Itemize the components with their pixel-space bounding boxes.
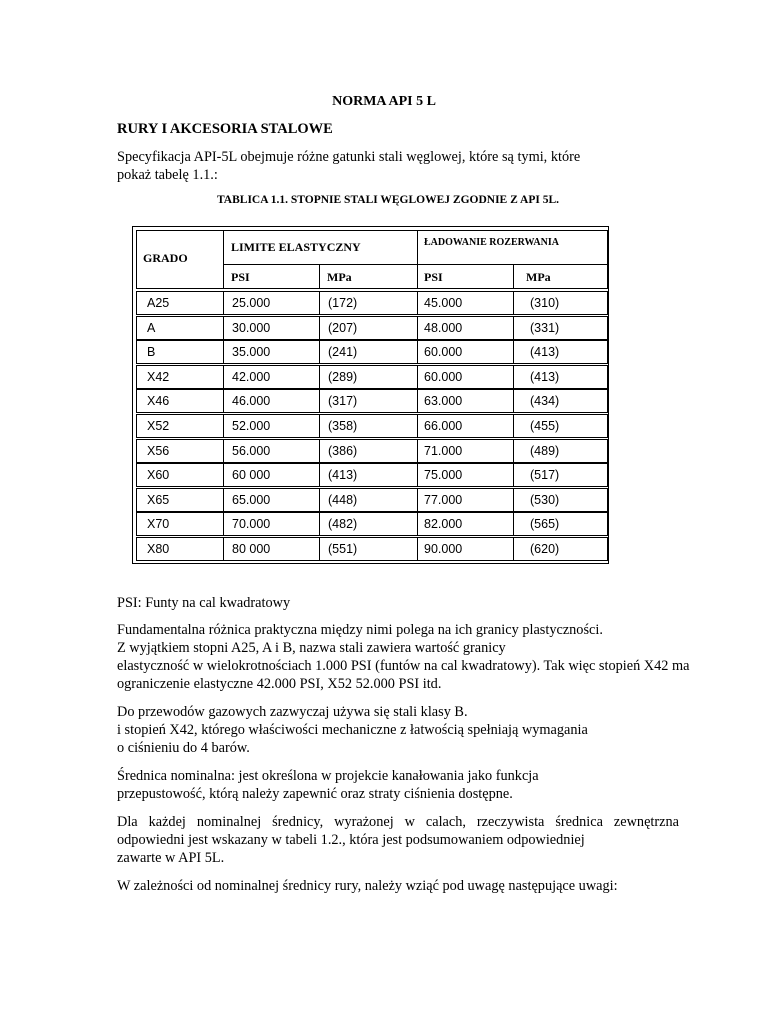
intro-line-1: Specyfikacja API-5L obejmuje różne gatunki stali węglowej, które są tymi, które xyxy=(117,149,581,165)
cell-limite-psi: 56.000 xyxy=(223,439,320,463)
cell-limite-psi: 25.000 xyxy=(223,291,320,315)
table-row xyxy=(136,291,608,315)
table-row xyxy=(136,340,608,364)
section-heading: RURY I AKCESORIA STALOWE xyxy=(117,121,333,137)
cell-ladowanie-mpa: (565) xyxy=(513,512,608,536)
cell-limite-mpa: (358) xyxy=(319,414,418,438)
cell-grade: X56 xyxy=(136,439,224,463)
cell-ladowanie-mpa: (620) xyxy=(513,537,608,561)
paragraph-1-line-4: ograniczenie elastyczne 42.000 PSI, X52 52.000 PSI itd. xyxy=(117,676,442,692)
cell-ladowanie-mpa: (413) xyxy=(513,365,608,389)
paragraph-2-line-2: i stopień X42, którego właściwości mechaniczne z łatwością spełniają wymagania xyxy=(117,722,588,738)
header-mpa-2-cell xyxy=(513,264,608,289)
cell-limite-mpa: (551) xyxy=(319,537,418,561)
cell-limite-psi: 30.000 xyxy=(223,316,320,340)
cell-grade: X42 xyxy=(136,365,224,389)
cell-grade: X60 xyxy=(136,463,224,487)
cell-ladowanie-psi: 63.000 xyxy=(417,389,514,413)
cell-limite-psi: 65.000 xyxy=(223,488,320,512)
cell-ladowanie-mpa: (455) xyxy=(513,414,608,438)
cell-limite-psi: 46.000 xyxy=(223,389,320,413)
paragraph-3-line-1: Średnica nominalna: jest określona w projekcie kanałowania jako funkcja xyxy=(117,768,539,784)
cell-limite-mpa: (482) xyxy=(319,512,418,536)
table-row xyxy=(136,463,608,487)
header-ladowanie-rozerwania: ŁADOWANIE ROZERWANIA xyxy=(424,237,559,248)
cell-limite-psi: 60 000 xyxy=(223,463,320,487)
paragraph-2-line-1: Do przewodów gazowych zazwyczaj używa się stali klasy B. xyxy=(117,704,468,720)
table-caption: TABLICA 1.1. STOPNIE STALI WĘGLOWEJ ZGODNIE Z API 5L. xyxy=(216,194,559,206)
header-mpa-1: MPa xyxy=(327,270,352,284)
cell-limite-mpa: (317) xyxy=(319,389,418,413)
paragraph-2-line-3: o ciśnieniu do 4 barów. xyxy=(117,740,250,756)
cell-grade: X52 xyxy=(136,414,224,438)
document-title: NORMA API 5 L xyxy=(332,94,436,109)
cell-limite-psi: 35.000 xyxy=(223,340,320,364)
cell-ladowanie-mpa: (530) xyxy=(513,488,608,512)
cell-ladowanie-psi: 82.000 xyxy=(417,512,514,536)
cell-limite-psi: 80 000 xyxy=(223,537,320,561)
cell-ladowanie-psi: 60.000 xyxy=(417,340,514,364)
table-row xyxy=(136,488,608,512)
header-psi-1-cell xyxy=(223,264,320,289)
table-row xyxy=(136,389,608,413)
paragraph-3-line-2: przepustowość, którą należy zapewnić oraz straty ciśnienia dostępne. xyxy=(117,786,513,802)
table-row xyxy=(136,316,608,340)
paragraph-1-line-2: Z wyjątkiem stopni A25, A i B, nazwa stali zawiera wartość granicy xyxy=(117,640,506,656)
cell-limite-mpa: (386) xyxy=(319,439,418,463)
cell-ladowanie-mpa: (489) xyxy=(513,439,608,463)
paragraph-4-line-1: Dla każdej nominalnej średnicy, wyrażonej w calach, rzeczywista średnica zewnętrzna xyxy=(117,814,679,830)
cell-grade: X80 xyxy=(136,537,224,561)
table-row xyxy=(136,537,608,561)
cell-ladowanie-psi: 77.000 xyxy=(417,488,514,512)
paragraph-1-line-3: elastyczność w wielokrotnościach 1.000 PSI (funtów na cal kwadratowy). Tak więc stopień X42 ma xyxy=(117,658,690,674)
cell-limite-psi: 52.000 xyxy=(223,414,320,438)
cell-ladowanie-psi: 60.000 xyxy=(417,365,514,389)
header-psi-2-cell xyxy=(417,264,514,289)
cell-limite-mpa: (413) xyxy=(319,463,418,487)
header-psi-1: PSI xyxy=(231,270,250,284)
cell-limite-psi: 42.000 xyxy=(223,365,320,389)
cell-ladowanie-psi: 48.000 xyxy=(417,316,514,340)
cell-limite-mpa: (207) xyxy=(319,316,418,340)
header-ladowanie-cell xyxy=(417,230,608,265)
cell-grade: A xyxy=(136,316,224,340)
cell-limite-mpa: (172) xyxy=(319,291,418,315)
cell-ladowanie-psi: 45.000 xyxy=(417,291,514,315)
cell-ladowanie-psi: 71.000 xyxy=(417,439,514,463)
table-row xyxy=(136,365,608,389)
cell-limite-mpa: (289) xyxy=(319,365,418,389)
cell-ladowanie-mpa: (517) xyxy=(513,463,608,487)
cell-ladowanie-psi: 66.000 xyxy=(417,414,514,438)
cell-ladowanie-mpa: (413) xyxy=(513,340,608,364)
cell-grade: X46 xyxy=(136,389,224,413)
paragraph-1-line-1: Fundamentalna różnica praktyczna między nimi polega na ich granicy plastyczności. xyxy=(117,622,603,638)
psi-note: PSI: Funty na cal kwadratowy xyxy=(117,595,291,611)
cell-limite-mpa: (448) xyxy=(319,488,418,512)
cell-ladowanie-psi: 75.000 xyxy=(417,463,514,487)
header-grado-cell xyxy=(136,230,224,289)
cell-grade: A25 xyxy=(136,291,224,315)
cell-ladowanie-mpa: (331) xyxy=(513,316,608,340)
header-limite-elastyczny: LIMITE ELASTYCZNY xyxy=(231,240,361,254)
cell-ladowanie-mpa: (310) xyxy=(513,291,608,315)
paragraph-4-line-3: zawarte w API 5L. xyxy=(117,850,225,866)
paragraph-5-line-1: W zależności od nominalnej średnicy rury, należy wziąć pod uwagę następujące uwagi: xyxy=(117,878,618,894)
header-mpa-2: MPa xyxy=(526,270,551,284)
intro-line-2: pokaż tabelę 1.1.: xyxy=(117,167,218,183)
paragraph-4-line-2: odpowiedni jest wskazany w tabeli 1.2., która jest podsumowaniem odpowiedniej xyxy=(117,832,585,848)
header-mpa-1-cell xyxy=(319,264,418,289)
cell-grade: B xyxy=(136,340,224,364)
table-row xyxy=(136,414,608,438)
table-row xyxy=(136,439,608,463)
cell-grade: X65 xyxy=(136,488,224,512)
table-row xyxy=(136,512,608,536)
header-limite-cell xyxy=(223,230,418,265)
cell-grade: X70 xyxy=(136,512,224,536)
cell-limite-psi: 70.000 xyxy=(223,512,320,536)
cell-ladowanie-mpa: (434) xyxy=(513,389,608,413)
cell-ladowanie-psi: 90.000 xyxy=(417,537,514,561)
cell-limite-mpa: (241) xyxy=(319,340,418,364)
header-psi-2: PSI xyxy=(424,270,443,284)
header-grado: GRADO xyxy=(143,251,188,265)
